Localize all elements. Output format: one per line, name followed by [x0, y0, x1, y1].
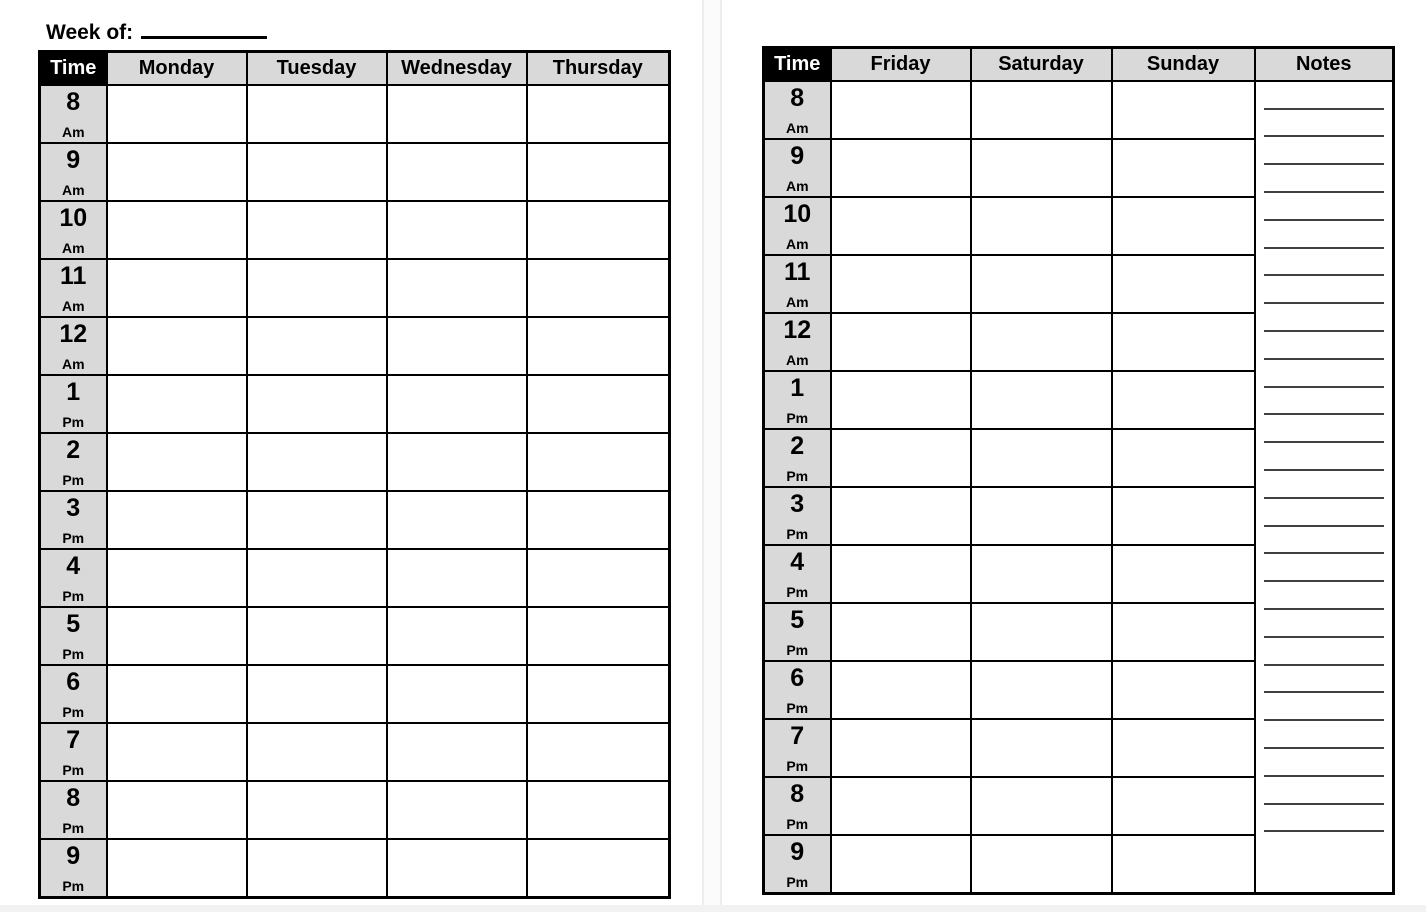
- schedule-cell-friday: [831, 139, 971, 197]
- schedule-cell-sunday: [1112, 719, 1255, 777]
- time-row: [40, 839, 670, 898]
- schedule-cell-sunday: [1112, 139, 1255, 197]
- ruled-line: [1264, 636, 1385, 638]
- column-header-monday: Monday: [107, 52, 247, 85]
- time-meridiem: Am: [61, 181, 85, 198]
- schedule-cell-monday: [107, 259, 247, 317]
- ruled-line: [1264, 441, 1385, 443]
- ruled-line: [1264, 302, 1385, 304]
- time-hour: 8: [790, 779, 805, 808]
- time-row: [40, 143, 670, 201]
- time-meridiem: Pm: [62, 877, 85, 894]
- time-cell: [764, 139, 831, 197]
- page-gutter: [702, 0, 722, 905]
- ruled-line: [1264, 580, 1385, 582]
- ruled-line: [1264, 135, 1385, 137]
- schedule-cell-tuesday: [247, 665, 387, 723]
- schedule-cell-sunday: [1112, 603, 1255, 661]
- time-row: [40, 317, 670, 375]
- time-cell: [764, 487, 831, 545]
- time-hour: 1: [66, 377, 81, 406]
- schedule-cell-saturday: [971, 487, 1112, 545]
- time-cell: [40, 549, 107, 607]
- time-meridiem: Pm: [786, 641, 809, 658]
- time-row: [40, 491, 670, 549]
- schedule-cell-thursday: [527, 781, 670, 839]
- time-meridiem: Am: [61, 123, 85, 140]
- time-meridiem: Pm: [62, 587, 85, 604]
- schedule-cell-monday: [107, 201, 247, 259]
- column-header-time: Time: [40, 52, 107, 85]
- ruled-line: [1264, 747, 1385, 749]
- ruled-line: [1264, 330, 1385, 332]
- time-hour: 2: [790, 431, 805, 460]
- schedule-cell-sunday: [1112, 777, 1255, 835]
- time-cell: [764, 835, 831, 894]
- schedule-cell-wednesday: [387, 143, 527, 201]
- time-hour: 4: [66, 551, 81, 580]
- time-cell: [764, 777, 831, 835]
- time-meridiem: Pm: [62, 703, 85, 720]
- schedule-cell-thursday: [527, 491, 670, 549]
- time-meridiem: Pm: [786, 409, 809, 426]
- schedule-cell-saturday: [971, 835, 1112, 894]
- schedule-cell-thursday: [527, 201, 670, 259]
- ruled-line: [1264, 386, 1385, 388]
- time-cell: [764, 603, 831, 661]
- ruled-line: [1264, 497, 1385, 499]
- time-hour: 11: [60, 261, 87, 290]
- schedule-cell-monday: [107, 781, 247, 839]
- ruled-line: [1264, 274, 1385, 276]
- time-hour: 6: [66, 667, 81, 696]
- schedule-cell-tuesday: [247, 781, 387, 839]
- time-cell: [764, 661, 831, 719]
- schedule-cell-tuesday: [247, 85, 387, 143]
- schedule-cell-friday: [831, 313, 971, 371]
- ruled-line: [1264, 219, 1385, 221]
- schedule-cell-thursday: [527, 723, 670, 781]
- schedule-cell-monday: [107, 375, 247, 433]
- schedule-cell-sunday: [1112, 545, 1255, 603]
- time-hour: 12: [783, 315, 812, 344]
- schedule-cell-monday: [107, 433, 247, 491]
- time-cell: [764, 313, 831, 371]
- time-cell: [40, 259, 107, 317]
- schedule-cell-thursday: [527, 433, 670, 491]
- schedule-cell-friday: [831, 255, 971, 313]
- time-meridiem: Pm: [62, 413, 85, 430]
- time-hour: 12: [59, 319, 88, 348]
- time-cell: [40, 665, 107, 723]
- schedule-cell-wednesday: [387, 85, 527, 143]
- time-hour: 6: [790, 663, 805, 692]
- ruled-line: [1264, 608, 1385, 610]
- time-hour: 1: [790, 373, 805, 402]
- column-header-notes: Notes: [1255, 48, 1394, 81]
- schedule-cell-wednesday: [387, 201, 527, 259]
- column-header-saturday: Saturday: [971, 48, 1112, 81]
- schedule-cell-saturday: [971, 661, 1112, 719]
- time-hour: 8: [66, 783, 81, 812]
- schedule-cell-thursday: [527, 85, 670, 143]
- notes-cell: [1255, 81, 1394, 894]
- time-hour: 8: [66, 87, 81, 116]
- time-hour: 9: [66, 145, 81, 174]
- ruled-line: [1264, 830, 1385, 832]
- schedule-cell-sunday: [1112, 371, 1255, 429]
- schedule-cell-saturday: [971, 313, 1112, 371]
- time-meridiem: Pm: [786, 699, 809, 716]
- column-header-friday: Friday: [831, 48, 971, 81]
- left-page: [0, 0, 702, 905]
- time-row: [40, 665, 670, 723]
- schedule-cell-friday: [831, 603, 971, 661]
- schedule-cell-saturday: [971, 371, 1112, 429]
- schedule-cell-tuesday: [247, 433, 387, 491]
- time-row: [40, 259, 670, 317]
- schedule-cell-tuesday: [247, 375, 387, 433]
- header-row: [764, 48, 1394, 81]
- time-cell: [764, 197, 831, 255]
- time-cell: [764, 545, 831, 603]
- time-hour: 5: [790, 605, 805, 634]
- schedule-cell-monday: [107, 549, 247, 607]
- time-meridiem: Pm: [62, 761, 85, 778]
- time-cell: [40, 85, 107, 143]
- ruled-line: [1264, 413, 1385, 415]
- schedule-cell-wednesday: [387, 665, 527, 723]
- time-hour: 2: [66, 435, 81, 464]
- time-row: [40, 433, 670, 491]
- time-meridiem: Pm: [786, 873, 809, 890]
- schedule-cell-saturday: [971, 429, 1112, 487]
- time-cell: [40, 839, 107, 898]
- schedule-cell-friday: [831, 487, 971, 545]
- time-hour: 4: [790, 547, 805, 576]
- schedule-cell-saturday: [971, 139, 1112, 197]
- ruled-line: [1264, 163, 1385, 165]
- schedule-table-weekdays: [38, 50, 671, 899]
- time-meridiem: Pm: [62, 471, 85, 488]
- time-hour: 3: [66, 493, 81, 522]
- schedule-cell-tuesday: [247, 607, 387, 665]
- time-meridiem: Pm: [62, 529, 85, 546]
- time-meridiem: Pm: [786, 525, 809, 542]
- schedule-cell-monday: [107, 665, 247, 723]
- schedule-cell-thursday: [527, 143, 670, 201]
- time-cell: [40, 143, 107, 201]
- ruled-line: [1264, 775, 1385, 777]
- schedule-cell-sunday: [1112, 255, 1255, 313]
- time-row: [40, 607, 670, 665]
- time-hour: 9: [790, 141, 805, 170]
- time-hour: 5: [66, 609, 81, 638]
- schedule-cell-tuesday: [247, 143, 387, 201]
- time-cell: [764, 719, 831, 777]
- schedule-table-weekend: [762, 46, 1395, 895]
- time-cell: [40, 317, 107, 375]
- schedule-cell-tuesday: [247, 839, 387, 898]
- time-meridiem: Pm: [786, 467, 809, 484]
- schedule-cell-tuesday: [247, 549, 387, 607]
- time-hour: 11: [784, 257, 811, 286]
- time-hour: 9: [790, 837, 805, 866]
- ruled-line: [1264, 691, 1385, 693]
- schedule-cell-saturday: [971, 777, 1112, 835]
- time-cell: [764, 255, 831, 313]
- time-cell: [40, 201, 107, 259]
- schedule-cell-friday: [831, 197, 971, 255]
- schedule-cell-tuesday: [247, 491, 387, 549]
- week-of-blank-line: [141, 18, 267, 39]
- schedule-cell-monday: [107, 723, 247, 781]
- schedule-cell-saturday: [971, 197, 1112, 255]
- schedule-cell-friday: [831, 719, 971, 777]
- schedule-cell-saturday: [971, 81, 1112, 139]
- time-hour: 10: [783, 199, 812, 228]
- time-row: [40, 723, 670, 781]
- ruled-line: [1264, 719, 1385, 721]
- time-meridiem: Am: [61, 297, 85, 314]
- ruled-line: [1264, 803, 1385, 805]
- schedule-cell-tuesday: [247, 259, 387, 317]
- column-header-tuesday: Tuesday: [247, 52, 387, 85]
- time-cell: [40, 607, 107, 665]
- time-meridiem: Am: [785, 293, 809, 310]
- time-cell: [764, 81, 831, 139]
- ruled-line: [1264, 664, 1385, 666]
- schedule-cell-monday: [107, 491, 247, 549]
- schedule-cell-saturday: [971, 719, 1112, 777]
- ruled-line: [1264, 552, 1385, 554]
- schedule-cell-tuesday: [247, 317, 387, 375]
- schedule-cell-sunday: [1112, 661, 1255, 719]
- schedule-cell-wednesday: [387, 491, 527, 549]
- column-header-wednesday: Wednesday: [387, 52, 527, 85]
- ruled-line: [1264, 191, 1385, 193]
- schedule-cell-monday: [107, 607, 247, 665]
- time-cell: [40, 781, 107, 839]
- time-meridiem: Pm: [786, 815, 809, 832]
- time-row: [40, 85, 670, 143]
- schedule-cell-sunday: [1112, 487, 1255, 545]
- ruled-line: [1264, 469, 1385, 471]
- schedule-cell-thursday: [527, 317, 670, 375]
- time-meridiem: Am: [61, 239, 85, 256]
- ruled-line: [1264, 108, 1385, 110]
- schedule-cell-saturday: [971, 545, 1112, 603]
- schedule-cell-tuesday: [247, 201, 387, 259]
- schedule-cell-thursday: [527, 839, 670, 898]
- time-hour: 10: [59, 203, 88, 232]
- schedule-cell-wednesday: [387, 259, 527, 317]
- time-hour: 9: [66, 841, 81, 870]
- time-meridiem: Am: [785, 235, 809, 252]
- schedule-cell-wednesday: [387, 723, 527, 781]
- schedule-cell-thursday: [527, 665, 670, 723]
- schedule-cell-monday: [107, 317, 247, 375]
- schedule-cell-wednesday: [387, 781, 527, 839]
- column-header-sunday: Sunday: [1112, 48, 1255, 81]
- time-cell: [764, 371, 831, 429]
- time-meridiem: Am: [785, 177, 809, 194]
- time-hour: 7: [790, 721, 805, 750]
- schedule-cell-friday: [831, 777, 971, 835]
- schedule-cell-wednesday: [387, 433, 527, 491]
- time-meridiem: Am: [785, 351, 809, 368]
- schedule-cell-monday: [107, 143, 247, 201]
- schedule-cell-saturday: [971, 603, 1112, 661]
- week-of-row: [46, 18, 267, 45]
- schedule-cell-sunday: [1112, 835, 1255, 894]
- time-meridiem: Pm: [62, 645, 85, 662]
- schedule-cell-wednesday: [387, 839, 527, 898]
- schedule-cell-friday: [831, 429, 971, 487]
- schedule-cell-friday: [831, 835, 971, 894]
- schedule-cell-wednesday: [387, 375, 527, 433]
- time-cell: [40, 491, 107, 549]
- time-row: [40, 781, 670, 839]
- right-page: [722, 0, 1426, 905]
- schedule-cell-sunday: [1112, 81, 1255, 139]
- page-bottom-edge: [0, 905, 1426, 912]
- column-header-time: Time: [764, 48, 831, 81]
- time-row: [40, 375, 670, 433]
- time-row: [764, 81, 1394, 139]
- time-cell: [40, 433, 107, 491]
- schedule-cell-thursday: [527, 375, 670, 433]
- time-row: [40, 549, 670, 607]
- time-meridiem: Am: [61, 355, 85, 372]
- time-meridiem: Pm: [62, 819, 85, 836]
- time-hour: 8: [790, 83, 805, 112]
- time-meridiem: Pm: [786, 757, 809, 774]
- schedule-cell-thursday: [527, 607, 670, 665]
- ruled-line: [1264, 358, 1385, 360]
- time-hour: 7: [66, 725, 81, 754]
- schedule-cell-monday: [107, 839, 247, 898]
- schedule-cell-friday: [831, 545, 971, 603]
- schedule-cell-friday: [831, 661, 971, 719]
- schedule-cell-thursday: [527, 549, 670, 607]
- week-of-label: Week of:: [46, 21, 134, 44]
- schedule-cell-saturday: [971, 255, 1112, 313]
- column-header-thursday: Thursday: [527, 52, 670, 85]
- schedule-cell-monday: [107, 85, 247, 143]
- time-cell: [40, 375, 107, 433]
- time-meridiem: Pm: [786, 583, 809, 600]
- ruled-line: [1264, 247, 1385, 249]
- time-cell: [764, 429, 831, 487]
- schedule-cell-wednesday: [387, 549, 527, 607]
- header-row: [40, 52, 670, 85]
- schedule-cell-sunday: [1112, 313, 1255, 371]
- time-hour: 3: [790, 489, 805, 518]
- schedule-cell-wednesday: [387, 607, 527, 665]
- time-meridiem: Am: [785, 119, 809, 136]
- schedule-cell-thursday: [527, 259, 670, 317]
- schedule-cell-sunday: [1112, 197, 1255, 255]
- time-row: [40, 201, 670, 259]
- schedule-cell-friday: [831, 371, 971, 429]
- ruled-line: [1264, 525, 1385, 527]
- time-cell: [40, 723, 107, 781]
- schedule-cell-friday: [831, 81, 971, 139]
- schedule-cell-tuesday: [247, 723, 387, 781]
- schedule-cell-wednesday: [387, 317, 527, 375]
- schedule-cell-sunday: [1112, 429, 1255, 487]
